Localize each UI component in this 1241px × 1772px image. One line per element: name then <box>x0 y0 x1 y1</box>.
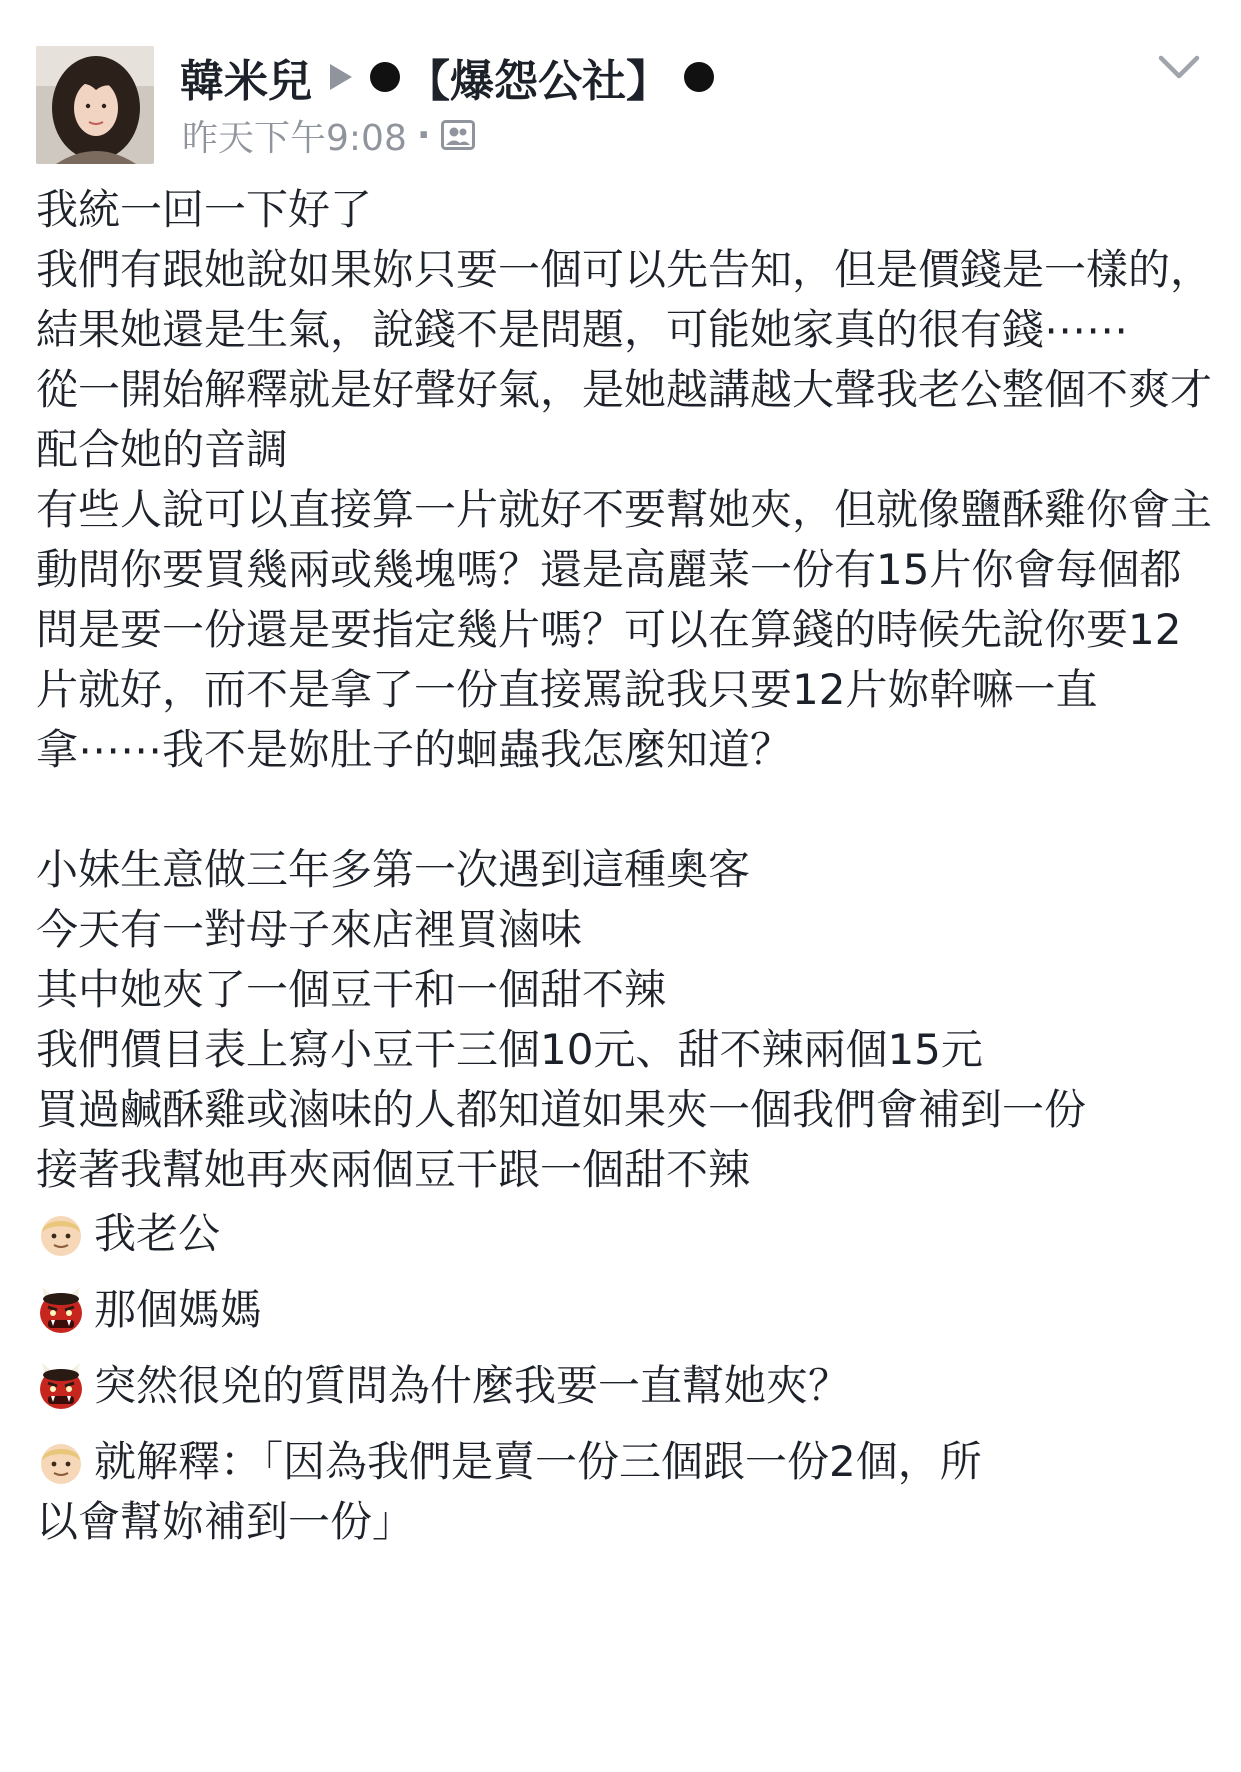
post-body <box>36 180 1216 1552</box>
post-paragraph: 有些人說可以直接算一片就好不要幫她夾，但就像鹽酥雞你會主動問你要買幾兩或幾塊嗎？還是高麗菜一份有15片你會每個都問是要一份還是要指定幾片嗎？可以在算錢的時候先說你要12片就好，而不是拿了一份直接罵說我只要12片妳幹嘛一直拿⋯⋯我不是妳肚子的蛔蟲我怎麼知道？ <box>36 485 1213 774</box>
dialogue-text: 就解釋：「因為我們是賣一份三個跟一份2個，所 <box>94 1437 982 1486</box>
shared-to-arrow-icon <box>330 64 352 90</box>
post-paragraph: 從一開始解釋就是好聲好氣，是她越講越大聲我老公整個不爽才配合她的音調 <box>36 365 1213 474</box>
story-line: 我們價目表上寫小豆干三個10元、甜不辣兩個15元 <box>36 1025 983 1074</box>
ogre-emoji-icon <box>36 1285 86 1335</box>
black-circle-icon <box>370 62 400 92</box>
chevron-down-icon[interactable] <box>1157 52 1201 82</box>
man-emoji-icon <box>36 1437 86 1487</box>
dialogue-continuation: 以會幫妳補到一份」 <box>36 1497 415 1546</box>
story-line: 接著我幫她再夾兩個豆干跟一個甜不辣 <box>36 1145 751 1194</box>
story-line: 今天有一對母子來店裡買滷味 <box>36 905 583 954</box>
paragraph-gap <box>36 780 1216 840</box>
post-paragraph: 我統一回一下好了 <box>36 185 373 234</box>
dialogue-line <box>36 1356 1216 1416</box>
dialogue-text: 那個媽媽 <box>94 1285 263 1334</box>
dialogue-line <box>36 1204 1216 1264</box>
meta-separator: · <box>416 114 431 156</box>
post-timestamp[interactable]: 昨天下午9:08 <box>182 117 407 159</box>
story-line: 其中她夾了一個豆干和一個甜不辣 <box>36 965 667 1014</box>
avatar[interactable] <box>36 46 154 164</box>
post-meta <box>182 110 475 160</box>
man-emoji-icon <box>36 1209 86 1259</box>
group-name[interactable]: 【爆怨公社】 <box>406 56 670 107</box>
friends-icon[interactable] <box>441 120 475 150</box>
black-circle-icon <box>684 62 714 92</box>
ogre-emoji-icon <box>36 1361 86 1411</box>
dialogue-line <box>36 1280 1216 1340</box>
dialogue-text: 我老公 <box>94 1209 221 1258</box>
author-name[interactable]: 韓米兒 <box>180 56 312 107</box>
dialogue-text: 突然很兇的質問為什麼我要一直幫她夾？ <box>94 1361 851 1410</box>
dialogue-line <box>36 1432 1216 1492</box>
post-author-line <box>180 46 714 108</box>
story-line: 小妹生意做三年多第一次遇到這種奧客 <box>36 845 751 894</box>
post-paragraph: 我們有跟她說如果妳只要一個可以先告知，但是價錢是一樣的，結果她還是生氣，說錢不是問題，可能她家真的很有錢⋯⋯ <box>36 245 1213 354</box>
story-line: 買過鹹酥雞或滷味的人都知道如果夾一個我們會補到一份 <box>36 1085 1087 1134</box>
